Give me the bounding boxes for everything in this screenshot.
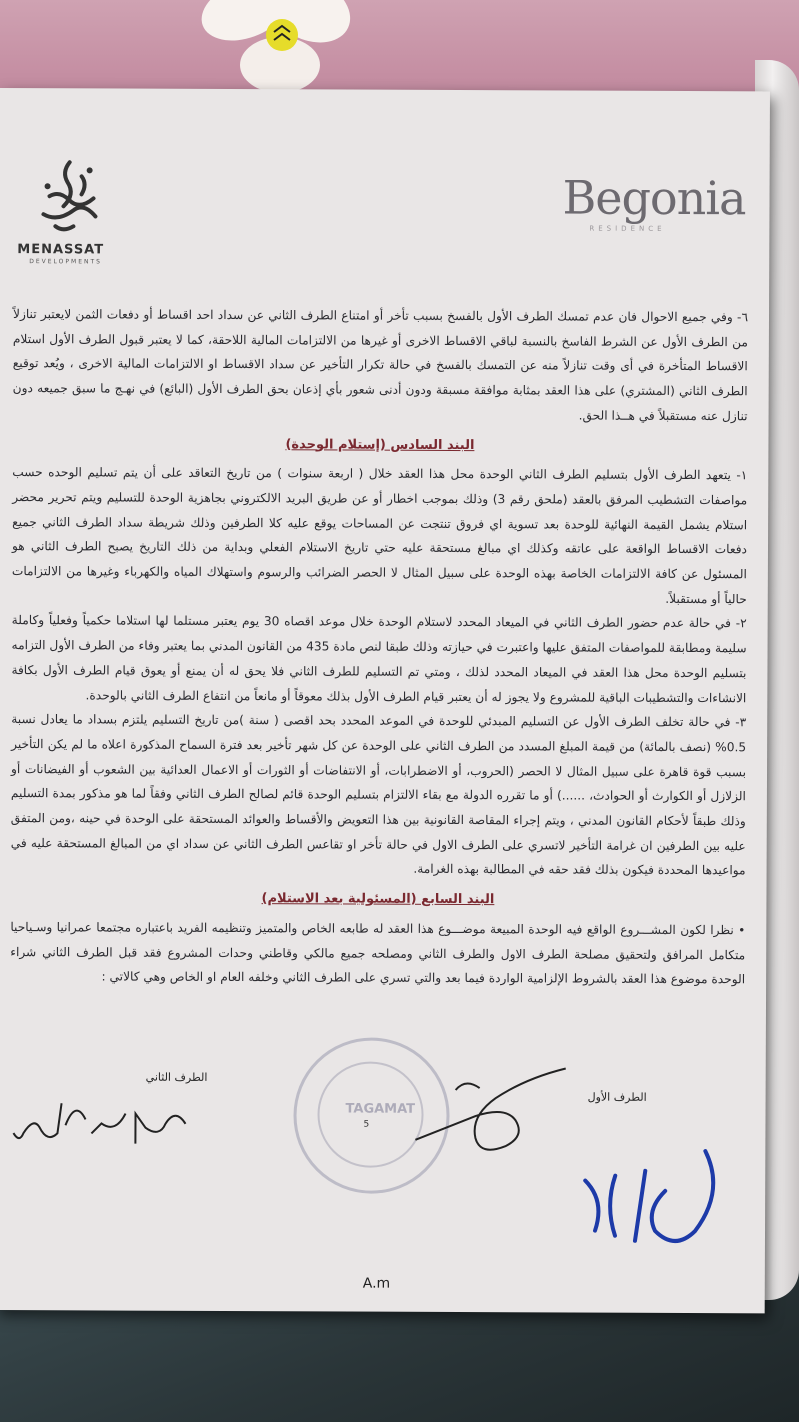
clause-paragraph: ٦- وفي جميع الاحوال فان عدم تمسك الطرف الأول بالفسخ بسبب تأخر أو امتناع الطرف الثاني عن سداد احد اقساط أو دفعات الثمن لايعتبر تنازلاً من الطرف الأول عن الشرط الفاسخ بالنسبة لباقي الاقساط الاخرى أو غيرها من الالتزامات المالية اللاحقة، كما لا يعتبر قبول الطرف الأول استلام الاقساط المتأخرة في أى وقت تنازلاً منه عن التمسك بالفسخ في حالة تكرار التأخير عن سداد الاقساط او الالتزامات المالية الاخرى ، ويُعد توقيع الطرف الثاني (المشتري) على هذا العقد بمثابة موافقة مسبقة ودون أدنى شعور بأي إذعان بحق الطرف الأول (البائع) في نهـج ما سبق جميعه دون تنازل عنه مستقبلاً في هــذا الحق. bbox=[12, 307, 749, 424]
flower-pattern bbox=[190, 0, 360, 100]
clause-paragraph: ١- يتعهد الطرف الأول بتسليم الطرف الثاني الوحدة محل هذا العقد خلال ( اربعة سنوات ) من تاريخ التعاقد على أن يتم تسليم الوحده حسب مواصفات التشطيب المرفق بالعقد (ملحق رقم 3) وذلك بموجب اخطار أو عن طريق البريد الالكتروني بجاهزية الوحدة للتسليم ويتم تحرير محضر استلام يشمل القيمة النهائية للوحدة بعد تسوية اي فروق تنتجت عن المساحات يوقع عليه كلا الطرفين وذلك شريطة سداد الطرف الثاني جميع دفعات الاقساط الواقعة على عاتقه وكذلك اي مبالغ مستحقة عليه حتي تاريخ الاستلام الفعلي وبداية من ذلك التاريخ يصبح الطرف الثاني هو المسئول عن كافة الالتزامات الخاصة بهذه الوحدة على سبيل المثال لا الحصر الضرائب والرسوم واستهلاك المياه والكهرباء وغيرها من الالتزامات حالياً أو مستقبلاً. bbox=[11, 465, 748, 606]
stamp-number: 5 bbox=[363, 1119, 370, 1130]
clause-paragraph: • نظرا لكون المشـــروع الواقع فيه الوحدة المبيعة موضـــوع هذا العقد له طابعه الخاص والمتميز وتنظيمه الفريد باعتباره مجتمعا عمرانيا وسـياحيا متكامل المرافق ولتحقيق مصلحة الطرف الاول والطرف الثاني ومصلحه جميع مالكي وقاطني وحدات المشروع فقد قبل الطرف الثاني شراء الوحدة موضوع هذا العقد بالشروط الإلزامية الواردة فيما بعد والتي تسري على الطرف الثاني وخلفه العام او الخاص وهي كالاتي : bbox=[10, 919, 746, 987]
menassat-logo-subtitle: DEVELOPMENTS bbox=[29, 258, 102, 266]
second-party-label: الطرف الثاني bbox=[145, 1070, 208, 1084]
begonia-logo: Begonia bbox=[562, 170, 746, 226]
menassat-logo-text: MENASSAT bbox=[17, 242, 105, 258]
page-number: A.m bbox=[362, 1275, 391, 1292]
begonia-logo-subtitle: RESIDENCE bbox=[589, 224, 666, 233]
first-party-label: الطرف الأول bbox=[587, 1090, 647, 1104]
first-party-signature bbox=[395, 1050, 575, 1161]
section-seven-heading: البند السابع (المسئولية بعد الاستلام) bbox=[261, 891, 495, 908]
menassat-logo-mark bbox=[29, 156, 109, 242]
contract-page bbox=[0, 88, 770, 1313]
stamp-text: TAGAMAT bbox=[345, 1101, 416, 1117]
contract-body bbox=[10, 302, 748, 992]
section-six-heading: البند السادس (إستلام الوحدة) bbox=[285, 436, 475, 453]
blue-signature bbox=[555, 1140, 746, 1261]
clause-paragraph: ٢- في حالة عدم حضور الطرف الثاني في الميعاد المحدد لاستلام الوحدة خلال موعد اقصاه 30 يوم يعتبر مستلما لها استلاما حكمياً وفعلياً وكاملة سليمة ومطابقة للمواصفات المتفق عليها واعتبرت في حيازته وذلك طبقا لنص مادة 435 من القانون المدني بما يعتبر وفاء من الطرف الأول التزامه بتسليم الوحدة محل هذا العقد في الميعاد المحدد لذلك ، ومتي تم التسليم للطرف الثاني فلا يحق له أن يمنع أو يعوق قيام الطرف الأول بكافة الانشاءات والتشطيبات الباقية للمشروع ولا يجوز له أن يعتبر قيام الطرف الأول بذلك معوقاً أو مانعاً من انتفاع الطرف الثاني بالوحدة. bbox=[11, 613, 747, 705]
second-party-signature bbox=[5, 1093, 195, 1154]
clause-paragraph: ٣- في حالة تخلف الطرف الأول عن التسليم المبدئي للوحدة في الموعد المحدد بحد اقصى ( سنة )من تاريخ التسليم يلتزم بسداد ما يعادل نسبة 0.5% (نصف بالمائة) من قيمة المبلغ المسدد من الطرف الثاني على الوحدة عن كل شهر تأخير بعد فترة السماح المذكورة اعلاه ما لم يكن التأخير بسبب قوة قاهرة على سبيل المثال لا الحصر (الحروب، أو الاضطرابات، أو الانتفاضات أو الثورات أو الاعمال العدائية بين الشعوب أو الفيضانات أو الزلازل أو الكوارث أو الحوادث، ......) أو ما تقرره الدولة مع بقاء الالتزام بتسليم الوحدة قائم لصالح الطرف الثاني وفقاً لما هو مذكور بمدة التسليم وذلك طبقاً لأحكام القانون المدني ، ويتم إجراء المقاصة القانونية بين هذا التعويض والأقساط والعوائد المستحقة على الوحدة في حينه ،ومن المتفق عليه بين الطرفين ان غرامة التأخير لاتسري على الطرف الاول في حالة تأخر او تقاعس الطرف الثاني عن سداد اي من المبالغ المستحقة عليه في مواعيدها المحددة فيكون بذلك فقد حقه في المطالبة بهذه الغرامة. bbox=[10, 712, 747, 878]
